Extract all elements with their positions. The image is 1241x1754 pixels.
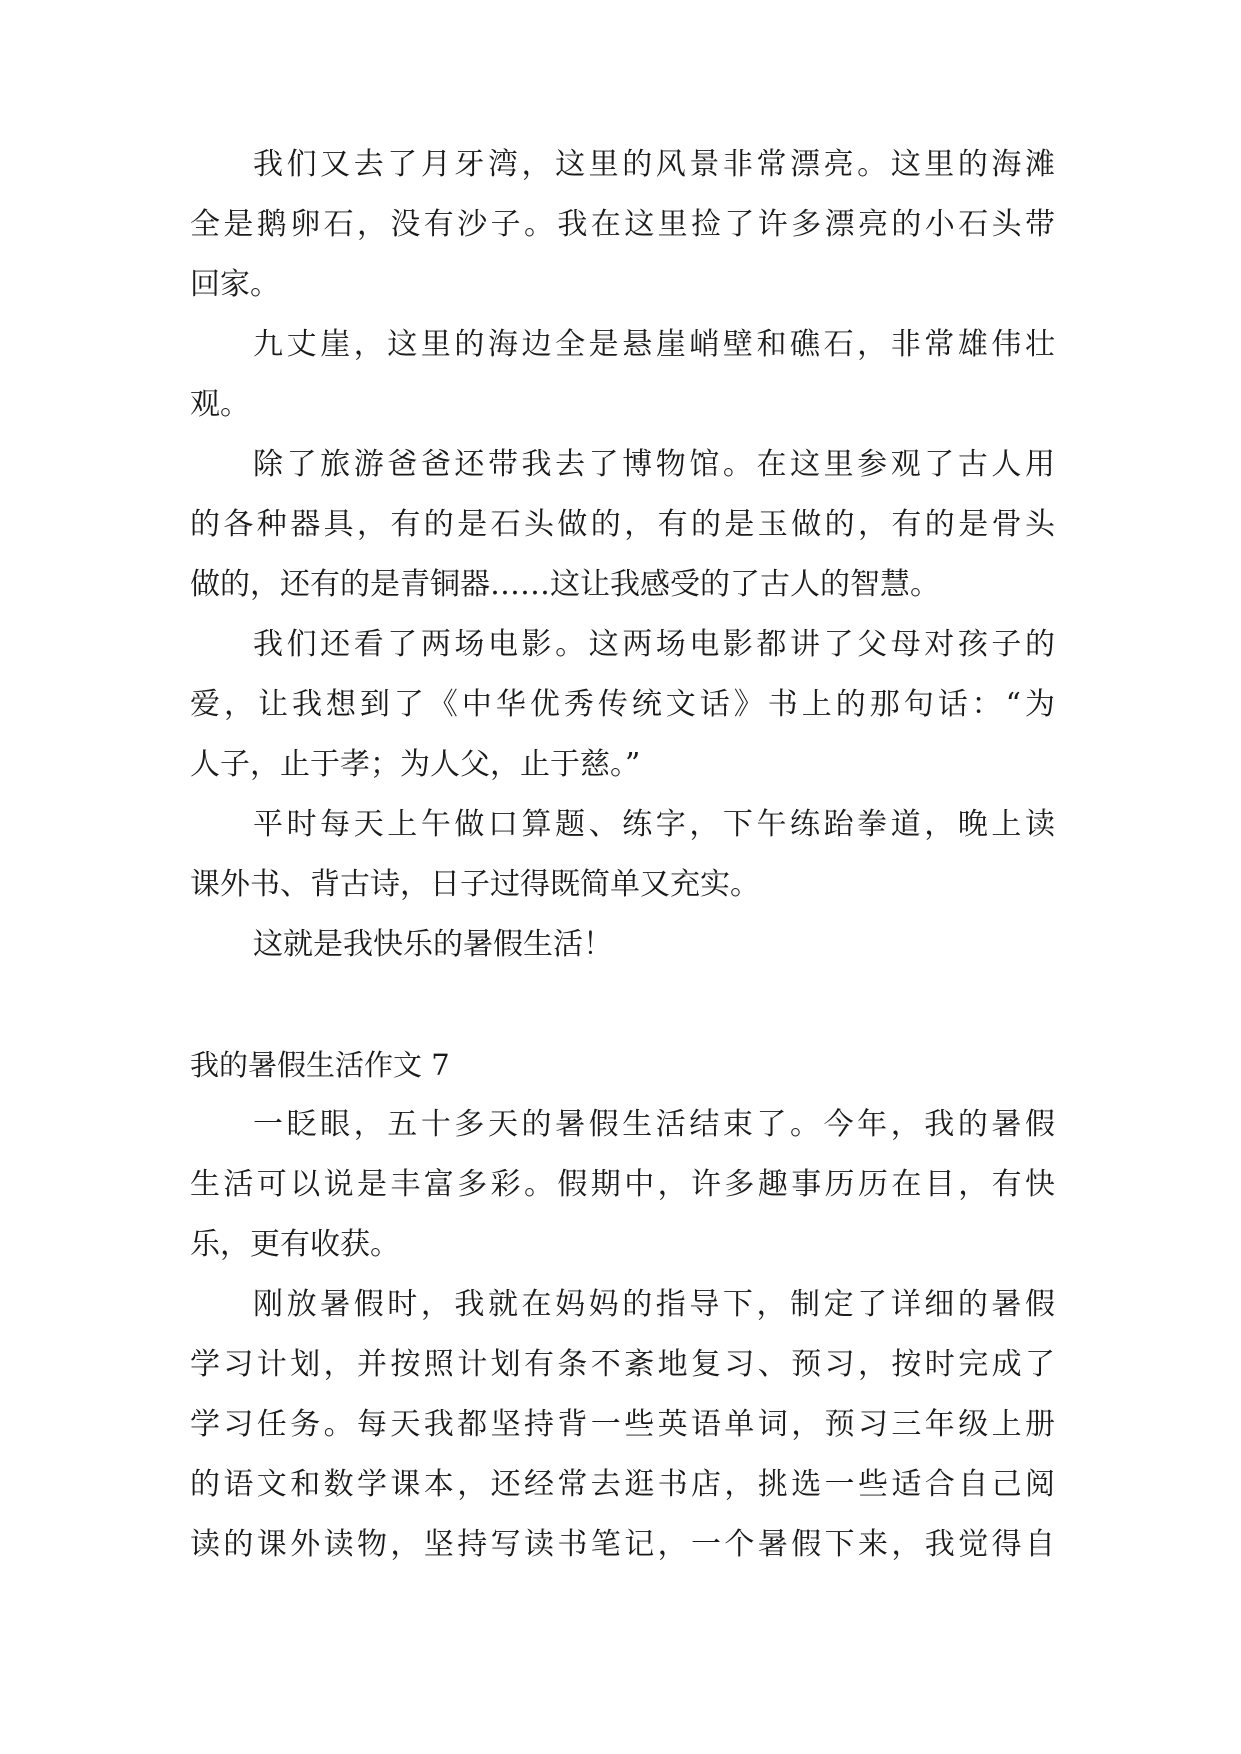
paragraph-4-line-3: 人子，止于孝；为人父，止于慈。” [190, 747, 641, 782]
paragraph-3-line-2: 的各种器具，有的是石头做的，有的是玉做的，有的是骨头 [190, 507, 1055, 542]
paragraph-3-line-3: 做的，还有的是青铜器……这让我感受的了古人的智慧。 [190, 567, 940, 602]
paragraph-6-line-1: 这就是我快乐的暑假生活！ [253, 927, 613, 962]
section-paragraph-2-line-1: 刚放暑假时，我就在妈妈的指导下，制定了详细的暑假 [253, 1287, 1055, 1322]
paragraph-2-line-1: 九丈崖，这里的海边全是悬崖峭壁和礁石，非常雄伟壮 [253, 327, 1055, 362]
paragraph-2-line-2: 观。 [190, 387, 250, 422]
section-paragraph-2-line-2: 学习计划，并按照计划有条不紊地复习、预习，按时完成了 [190, 1347, 1055, 1382]
paragraph-5-line-2: 课外书、背古诗，日子过得既简单又充实。 [190, 867, 760, 902]
paragraph-1-line-2: 全是鹅卵石，没有沙子。我在这里捡了许多漂亮的小石头带 [190, 207, 1055, 242]
section-paragraph-1-line-3: 乐，更有收获。 [190, 1227, 400, 1262]
section-paragraph-2-line-5: 读的课外读物，坚持写读书笔记，一个暑假下来，我觉得自 [190, 1527, 1055, 1562]
paragraph-1-line-3: 回家。 [190, 267, 280, 302]
paragraph-4-line-1: 我们还看了两场电影。这两场电影都讲了父母对孩子的 [253, 627, 1055, 662]
paragraph-3-line-1: 除了旅游爸爸还带我去了博物馆。在这里参观了古人用 [253, 447, 1055, 482]
paragraph-1-line-1: 我们又去了月牙湾，这里的风景非常漂亮。这里的海滩 [253, 147, 1055, 182]
paragraph-4-line-2: 爱，让我想到了《中华优秀传统文话》书上的那句话：“为 [190, 687, 1055, 722]
section-paragraph-2-line-4: 的语文和数学课本，还经常去逛书店，挑选一些适合自己阅 [190, 1467, 1055, 1502]
paragraph-5-line-1: 平时每天上午做口算题、练字，下午练跆拳道，晚上读 [253, 807, 1055, 842]
section-paragraph-2-line-3: 学习任务。每天我都坚持背一些英语单词，预习三年级上册 [190, 1407, 1055, 1442]
section-title: 我的暑假生活作文 7 [190, 1048, 450, 1082]
section-paragraph-1-line-2: 生活可以说是丰富多彩。假期中，许多趣事历历在目，有快 [190, 1167, 1055, 1202]
section-paragraph-1-line-1: 一眨眼，五十多天的暑假生活结束了。今年，我的暑假 [253, 1107, 1055, 1142]
